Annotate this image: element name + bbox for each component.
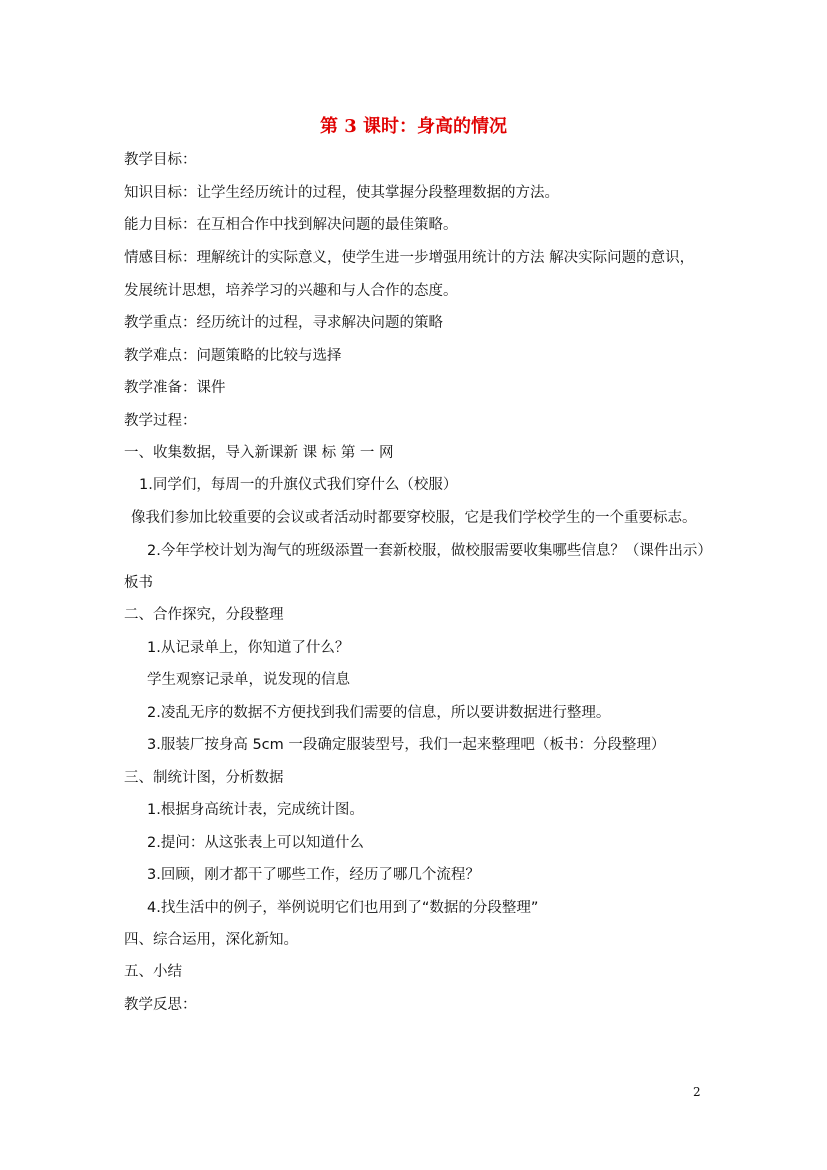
step-two-item-1: 1.从记录单上，你知道了什么？ [147,640,350,656]
step-three-heading: 三、制统计图，分析数据 [124,770,284,786]
step-two-heading: 二、合作探究，分段整理 [124,607,284,623]
step-three-item-2: 2.提问：从这张表上可以知道什么 [147,835,364,851]
section-teaching-goals: 教学目标： [124,152,197,168]
teaching-difficulty: 教学难点：问题策略的比较与选择 [124,348,342,364]
lesson-title: 第 3 课时：身高的情况 [319,116,508,137]
emotion-goal-continued: 发展统计思想，培养学习的兴趣和与人合作的态度。 [124,283,458,299]
step-two-item-3: 3.服装厂按身高 5cm 一段确定服装型号，我们一起来整理吧（板书：分段整理） [147,737,666,753]
ability-goal: 能力目标：在互相合作中找到解决问题的最佳策略。 [124,217,458,233]
knowledge-goal: 知识目标：让学生经历统计的过程，使其掌握分段整理数据的方法。 [124,185,559,201]
board-note: 板书 [124,575,153,591]
step-three-item-1: 1.根据身高统计表，完成统计图。 [147,802,364,818]
teaching-focus: 教学重点：经历统计的过程，寻求解决问题的策略 [124,315,443,331]
step-one-item-2: 2.今年学校计划为淘气的班级添置一套新校服，做校服需要收集哪些信息？（课件出示） [147,543,712,559]
emotion-goal: 情感目标：理解统计的实际意义，使学生进一步增强用统计的方法 解决实际问题的意识， [124,250,695,266]
section-reflection: 教学反思： [124,997,197,1013]
step-four-heading: 四、综合运用，深化新知。 [124,932,298,948]
step-two-observation: 学生观察记录单，说发现的信息 [147,672,350,688]
step-three-item-3: 3.回顾，刚才都干了哪些工作，经历了哪几个流程？ [147,867,480,883]
step-one-item-1: 1.同学们，每周一的升旗仪式我们穿什么（校服） [139,477,458,493]
step-one-heading: 一、收集数据，导入新课新 课 标 第 一 网 [124,445,394,461]
step-three-item-4: 4.找生活中的例子，举例说明它们也用到了“数据的分段整理” [147,900,539,916]
teaching-preparation: 教学准备：课件 [124,380,226,396]
step-two-item-2: 2.凌乱无序的数据不方便找到我们需要的信息，所以要讲数据进行整理。 [147,705,611,721]
step-one-note: 像我们参加比较重要的会议或者活动时都要穿校服，它是我们学校学生的一个重要标志。 [131,510,697,526]
page-number: 2 [693,1085,701,1099]
step-five-heading: 五、小结 [124,964,182,980]
section-teaching-process: 教学过程： [124,413,197,429]
